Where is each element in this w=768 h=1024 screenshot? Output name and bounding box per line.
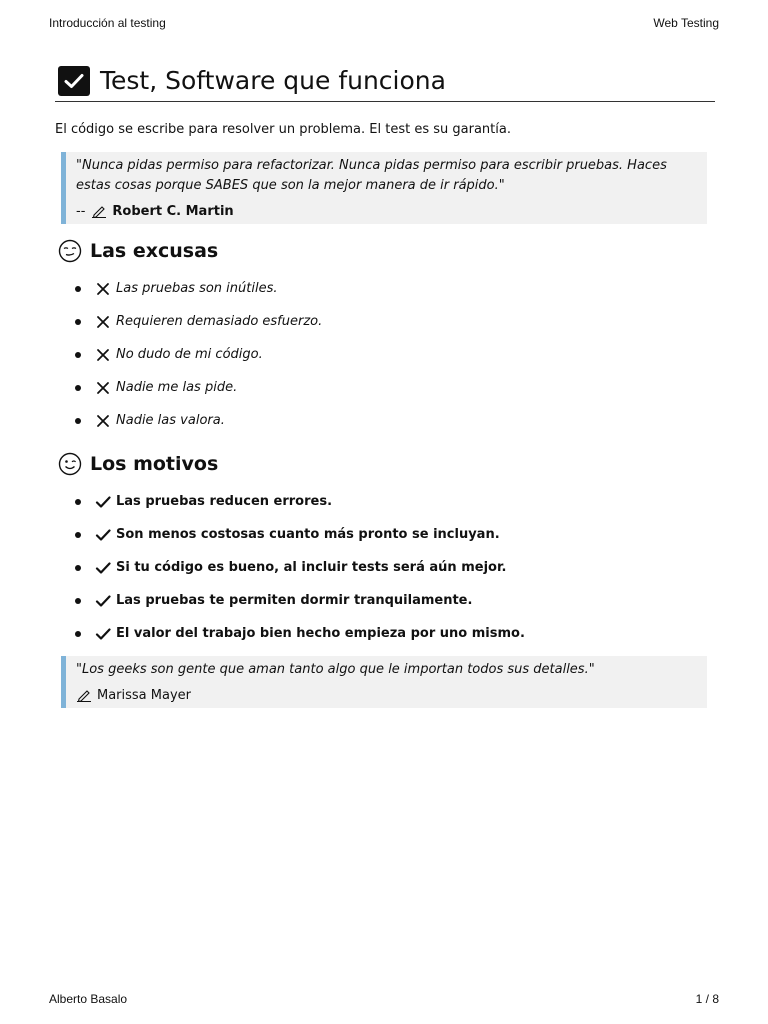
list-item-text: Son menos costosas cuanto más pronto se incluyan.: [116, 527, 500, 542]
quote-attribution: [76, 202, 695, 220]
smirk-face-icon: [58, 239, 82, 263]
cross-icon: [95, 281, 111, 297]
list-item-text: El valor del trabajo bien hecho empieza por uno mismo.: [116, 626, 525, 641]
section-heading-text: Los motivos: [90, 453, 219, 475]
quote-robert-martin: [61, 152, 707, 224]
cross-icon: [95, 413, 111, 429]
list-item: [75, 518, 715, 551]
cross-icon: [95, 347, 111, 363]
section-heading-excuses: [55, 238, 715, 264]
list-item: [75, 551, 715, 584]
check-icon: [95, 527, 111, 543]
page-title-text: Test, Software que funciona: [100, 66, 446, 95]
bullet: [75, 319, 81, 325]
bullet: [75, 418, 81, 424]
cross-icon: [95, 380, 111, 396]
running-footer: [49, 992, 719, 1008]
header-course-title: Introducción al testing: [49, 16, 166, 30]
quote-marissa-mayer: [61, 656, 707, 708]
page-number: 1 / 8: [695, 992, 719, 1006]
quote-text: "Los geeks son gente que aman tanto algo que le importan todos sus detalles.": [76, 662, 595, 677]
quote-author: Marissa Mayer: [97, 687, 192, 703]
list-item-text: Las pruebas son inútiles.: [116, 281, 278, 296]
footer-author: Alberto Basalo: [49, 992, 128, 1006]
bullet: [75, 352, 81, 358]
bullet: [75, 598, 81, 604]
quote-attribution: [76, 686, 695, 704]
pencil-icon: [91, 204, 107, 218]
list-item-text: No dudo de mi código.: [116, 347, 263, 362]
check-icon: [95, 626, 111, 642]
excuses-list: [75, 272, 715, 437]
bullet: [75, 499, 81, 505]
list-item: [75, 617, 715, 650]
list-item-text: Requieren demasiado esfuerzo.: [116, 314, 323, 329]
list-item-text: Las pruebas reducen errores.: [116, 494, 333, 509]
list-item: [75, 305, 715, 338]
quote-text: "Nunca pidas permiso para refactorizar. Nunca pidas permiso para escribir pruebas. Haces estas cosas porque SABES que son la mejor manera de ir rápido.": [76, 158, 667, 193]
list-item: [75, 485, 715, 518]
list-item-text: Si tu código es bueno, al incluir tests será aún mejor.: [116, 560, 507, 575]
check-icon: [95, 494, 111, 510]
pencil-icon: [76, 688, 92, 702]
section-heading-reasons: [55, 451, 715, 477]
list-item: [75, 338, 715, 371]
attribution-dash: --: [76, 203, 86, 219]
list-item: [75, 371, 715, 404]
intro-paragraph: El código se escribe para resolver un problema. El test es su garantía.: [55, 122, 511, 137]
wink-face-icon: [58, 452, 82, 476]
list-item: [75, 272, 715, 305]
list-item: [75, 584, 715, 617]
section-heading-text: Las excusas: [90, 240, 219, 262]
bullet: [75, 631, 81, 637]
check-box-icon: [58, 66, 90, 96]
bullet: [75, 565, 81, 571]
list-item-text: Nadie me las pide.: [116, 380, 238, 395]
header-section-title: Web Testing: [653, 16, 719, 30]
page-title: [55, 64, 715, 102]
bullet: [75, 385, 81, 391]
reasons-list: [75, 485, 715, 650]
bullet: [75, 532, 81, 538]
check-icon: [95, 593, 111, 609]
list-item: [75, 404, 715, 437]
list-item-text: Las pruebas te permiten dormir tranquilamente.: [116, 593, 473, 608]
running-header: [49, 16, 719, 32]
quote-author: Robert C. Martin: [112, 203, 234, 219]
cross-icon: [95, 314, 111, 330]
document-body: [55, 64, 715, 708]
list-item-text: Nadie las valora.: [116, 413, 225, 428]
check-icon: [95, 560, 111, 576]
bullet: [75, 286, 81, 292]
